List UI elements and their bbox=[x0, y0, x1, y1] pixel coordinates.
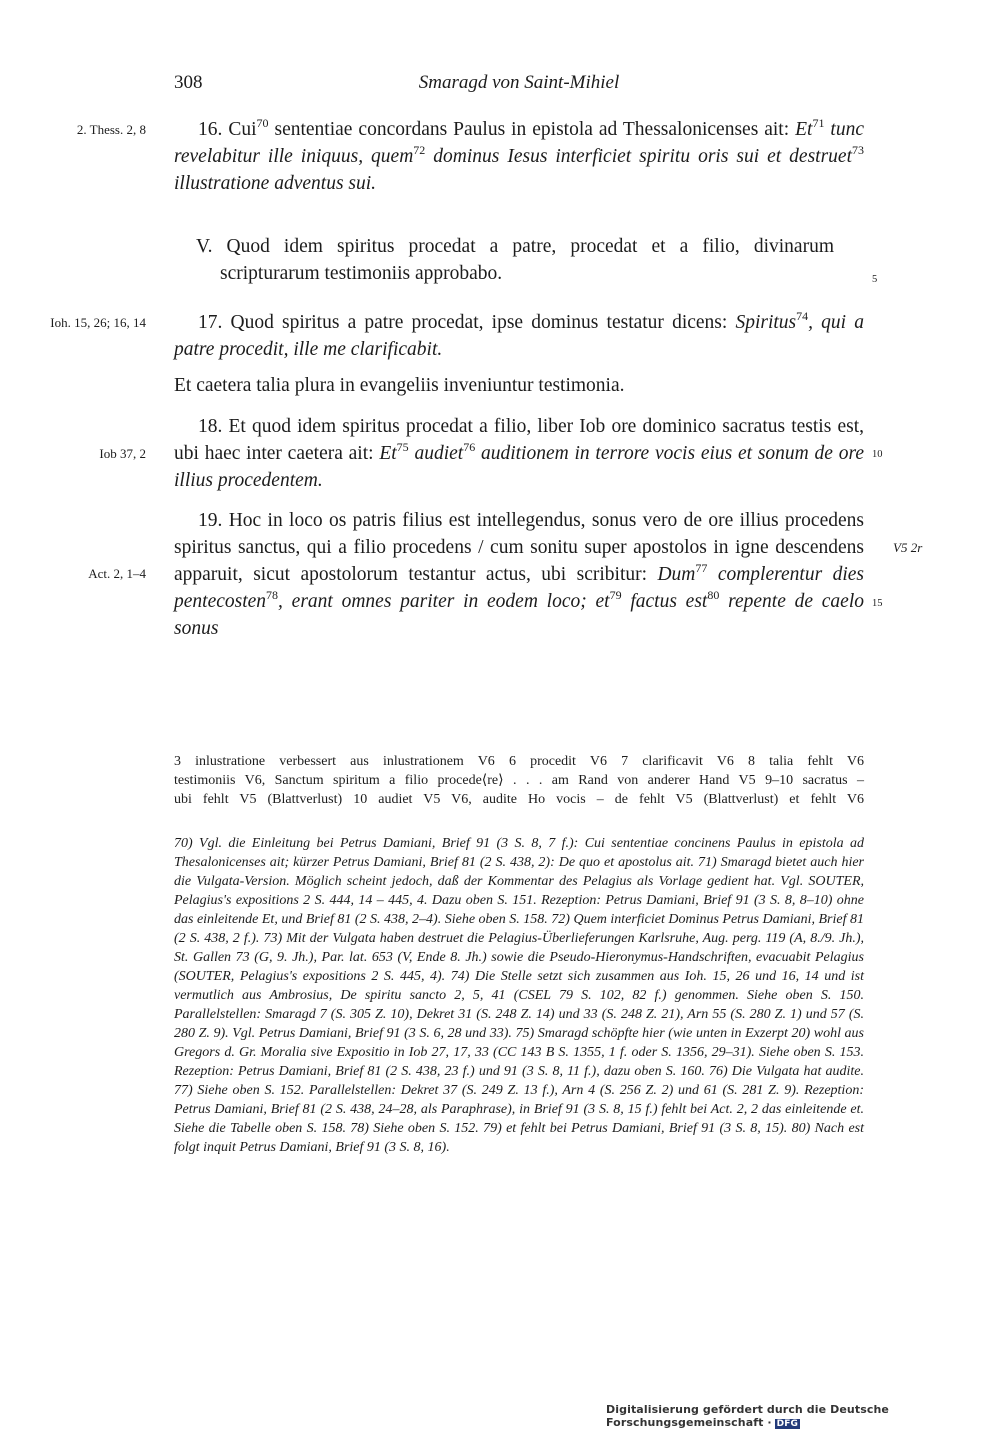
section-19 bbox=[174, 507, 864, 642]
footnote-73: 73) Mit der Vulgata haben destruet die Pelagius-Überlieferungen Karlsruhe, Aug. perg. 119 (A, 8./9. Jh.), St. Gallen 73 (G, 9. Jh.), Par. lat. 653 (V, Ende 8. Jh.) sowie die Pseudo-Hieronymus-Handschriften, evacuabit Pelagius (SOUTER, Pelagius's expositions 2 S. 445, 4). bbox=[174, 931, 865, 984]
section-number: 16. bbox=[198, 119, 223, 140]
apparatus-line: ubi fehlt V5 (Blattverlust) 10 audiet V5 V6, audite Ho vocis – de fehlt V5 (Blattverlust) et fehlt V6 bbox=[174, 792, 864, 807]
section-16 bbox=[174, 116, 864, 197]
footnote-ref: 72 bbox=[413, 143, 426, 157]
quote: Et bbox=[795, 119, 813, 140]
footnote-78: 78) Siehe oben S. 152. bbox=[350, 1121, 479, 1136]
footnote-72: 72) Quem interficiet Dominus Petrus Damiani, Brief 81 (2 S. 438, 2 f.). bbox=[174, 912, 864, 946]
quote: tunc revelabitur ille iniquus, quem bbox=[174, 119, 864, 167]
footnote-ref: 77 bbox=[695, 561, 708, 575]
quote: , qui a patre procedit, ille me clarificabit. bbox=[174, 312, 864, 360]
footnote-74: 74) Die Stelle setzt sich zusammen aus Ioh. 15, 26 und 16, 14 und ist vermutlich aus Ambrosius, De spiritu sancto 2, 5, 41 (CSEL 79 S. 102, 82 f.) genommen. Siehe oben S. 150. Parallelstellen: Smaragd 7 (S. 305 Z. 10), Dekret 31 (S. 248 Z. 14) und 33 (S. 248 Z. 21), Arn 55 (S. 280 Z. 1) und 57 (S. 280 Z. 9). Vgl. Petrus Damiani, Brief 91 (3 S. 6, 28 und 33). bbox=[174, 969, 865, 1041]
footnote-80: 80) Nach est folgt inquit Petrus Damiani, Brief 91 (3 S. 8, 16). bbox=[174, 1121, 865, 1155]
folio-note: V5 2r bbox=[893, 540, 923, 555]
text: 17. Quod spiritus a patre procedat, ipse dominus testatur dicens: bbox=[198, 312, 736, 333]
quote: complerentur dies pentecosten bbox=[174, 564, 864, 612]
footnote-ref: 75 bbox=[396, 440, 409, 454]
section-18 bbox=[174, 413, 864, 494]
section-17 bbox=[174, 309, 864, 363]
footnote-ref: 78 bbox=[266, 588, 279, 602]
line-number: 10 bbox=[872, 449, 883, 460]
page-number: 308 bbox=[174, 72, 203, 93]
quote: audiet bbox=[408, 443, 464, 464]
footnote-75: 75) Smaragd schöpfte hier (wie unten in Exzerpt 20) wohl aus Gregors d. Gr. Moralia sive Expositio in Iob 27, 17, 33 (CC 143 B S. 1355, 1 f. oder S. 1356, 29–31). Siehe oben S. 153. Rezeption: Petrus Damiani, Brief 81 (2 S. 438, 23 f.) und 91 (3 S. 8, 11 f.), dazu oben S. 160. bbox=[174, 1026, 865, 1079]
apparatus-line: 3 inlustratione verbessert aus inlustrationem V6 6 procedit V6 7 clarificavit V6 8 talia fehlt V6 bbox=[174, 754, 864, 769]
apparatus-line: testimoniis V6, Sanctum spiritum a filio procede⟨re⟩ . . . am Rand von anderer Hand V5 9–10 sacratus – bbox=[174, 773, 864, 788]
footnote-ref: 74 bbox=[796, 309, 809, 323]
quote: auditionem in terrore vocis eius et sonum de ore illius procedentem. bbox=[174, 443, 864, 491]
running-title: Smaragd von Saint-Mihiel bbox=[418, 72, 620, 93]
quote: Et bbox=[379, 443, 397, 464]
text: Cui bbox=[228, 119, 257, 140]
chapter-heading bbox=[174, 233, 834, 287]
margin-ref: Act. 2, 1–4 bbox=[88, 566, 146, 581]
quote: Spiritus bbox=[735, 312, 797, 333]
text: sententiae concordans Paulus in epistola ad Thessalonicenses ait: bbox=[268, 119, 796, 140]
margin-ref: 2. Thess. 2, 8 bbox=[76, 122, 146, 137]
critical-apparatus bbox=[174, 752, 864, 809]
heading-text: V. Quod idem spiritus procedat a patre, procedat et a filio, divinarum scripturarum testimoniis approbabo. bbox=[196, 236, 834, 284]
footnote-70: 70) Vgl. die Einleitung bei Petrus Damiani, Brief 91 (3 S. 8, 7 f.): Cui sententiae concinens Paulus in epistola ad Thesalonicenses ait; kürzer Petrus Damiani, Brief 81 (2 S. 438, 2): De quo et apostolus ait. bbox=[174, 836, 864, 870]
footnote-ref: 70 bbox=[256, 116, 269, 130]
dfg-logo-icon: DFG bbox=[776, 1419, 798, 1429]
quote: , erant omnes pariter in eodem loco; et bbox=[278, 591, 610, 612]
line-number: 5 bbox=[872, 274, 878, 285]
footnote-71: 71) Smaragd bietet auch hier die Vulgata-Version. Möglich scheint jedoch, daß der Kommentar des Pelagius als Vorlage gedient hat. Vgl. SOUTER, Pelagius's expositions 2 S. 444, 14 – 445, 4. Dazu oben S. 151. Rezeption: Petrus Damiani, Brief 91 (3 S. 8, 8–10) ohne das einleitende Et, und Brief 81 (2 S. 438, 2–4). Siehe oben S. 158. bbox=[174, 855, 864, 927]
footnotes bbox=[174, 834, 864, 1157]
section-17-continuation bbox=[174, 372, 864, 399]
footnote-79: 79) et fehlt bei Petrus Damiani, Brief 91 (3 S. 8, 15). bbox=[483, 1121, 788, 1136]
margin-ref: Iob 37, 2 bbox=[99, 446, 146, 461]
quote: Dum bbox=[657, 564, 696, 585]
footnote-ref: 71 bbox=[812, 116, 825, 130]
footnote-ref: 80 bbox=[707, 588, 720, 602]
margin-ref: Ioh. 15, 26; 16, 14 bbox=[50, 315, 146, 330]
footnote-ref: 76 bbox=[463, 440, 476, 454]
quote: repente de caelo sonus bbox=[174, 591, 864, 639]
text: Et caetera talia plura in evangeliis inveniuntur testimonia. bbox=[174, 375, 625, 396]
quote: factus est bbox=[621, 591, 708, 612]
quote: illustratione adventus sui. bbox=[174, 173, 377, 194]
text: 19. Hoc in loco os patris filius est intellegendus, sonus vero de ore illius procedens spiritus sanctus, qui a filio procedens / cum sonitu super apostolos in igne descendens apparuit, sicut apostolorum testantur actus, ubi scribitur: bbox=[174, 510, 864, 585]
footnote-77: 77) Siehe oben S. 152. Parallelstellen: Dekret 37 (S. 249 Z. 13 f.), Arn 4 (S. 256 Z. 2) und 61 (S. 281 Z. 9). Rezeption: Petrus Damiani, Brief 81 (2 S. 438, 24–28, als Paraphrase), in Brief 91 (3 S. 8, 15 f.) fehlt bei Act. 2, 2 das einleitende et. Siehe die Tabelle oben S. 158. bbox=[174, 1083, 864, 1136]
line-number: 15 bbox=[872, 598, 883, 609]
footnote-ref: 73 bbox=[852, 143, 864, 157]
quote: dominus Iesus interficiet spiritu oris sui et destruet bbox=[425, 146, 852, 167]
footnote-ref: 79 bbox=[609, 588, 622, 602]
footnote-76: 76) Die Vulgata hat audite. bbox=[708, 1064, 864, 1079]
funding-text: Digitalisierung gefördert durch die Deutsche Forschungsgemeinschaft · bbox=[606, 1403, 889, 1429]
funding-note bbox=[606, 1403, 1000, 1429]
text: 18. Et quod idem spiritus procedat a filio, liber Iob ore dominico sacratus testis est, ubi haec inter caetera ait: bbox=[174, 416, 864, 464]
